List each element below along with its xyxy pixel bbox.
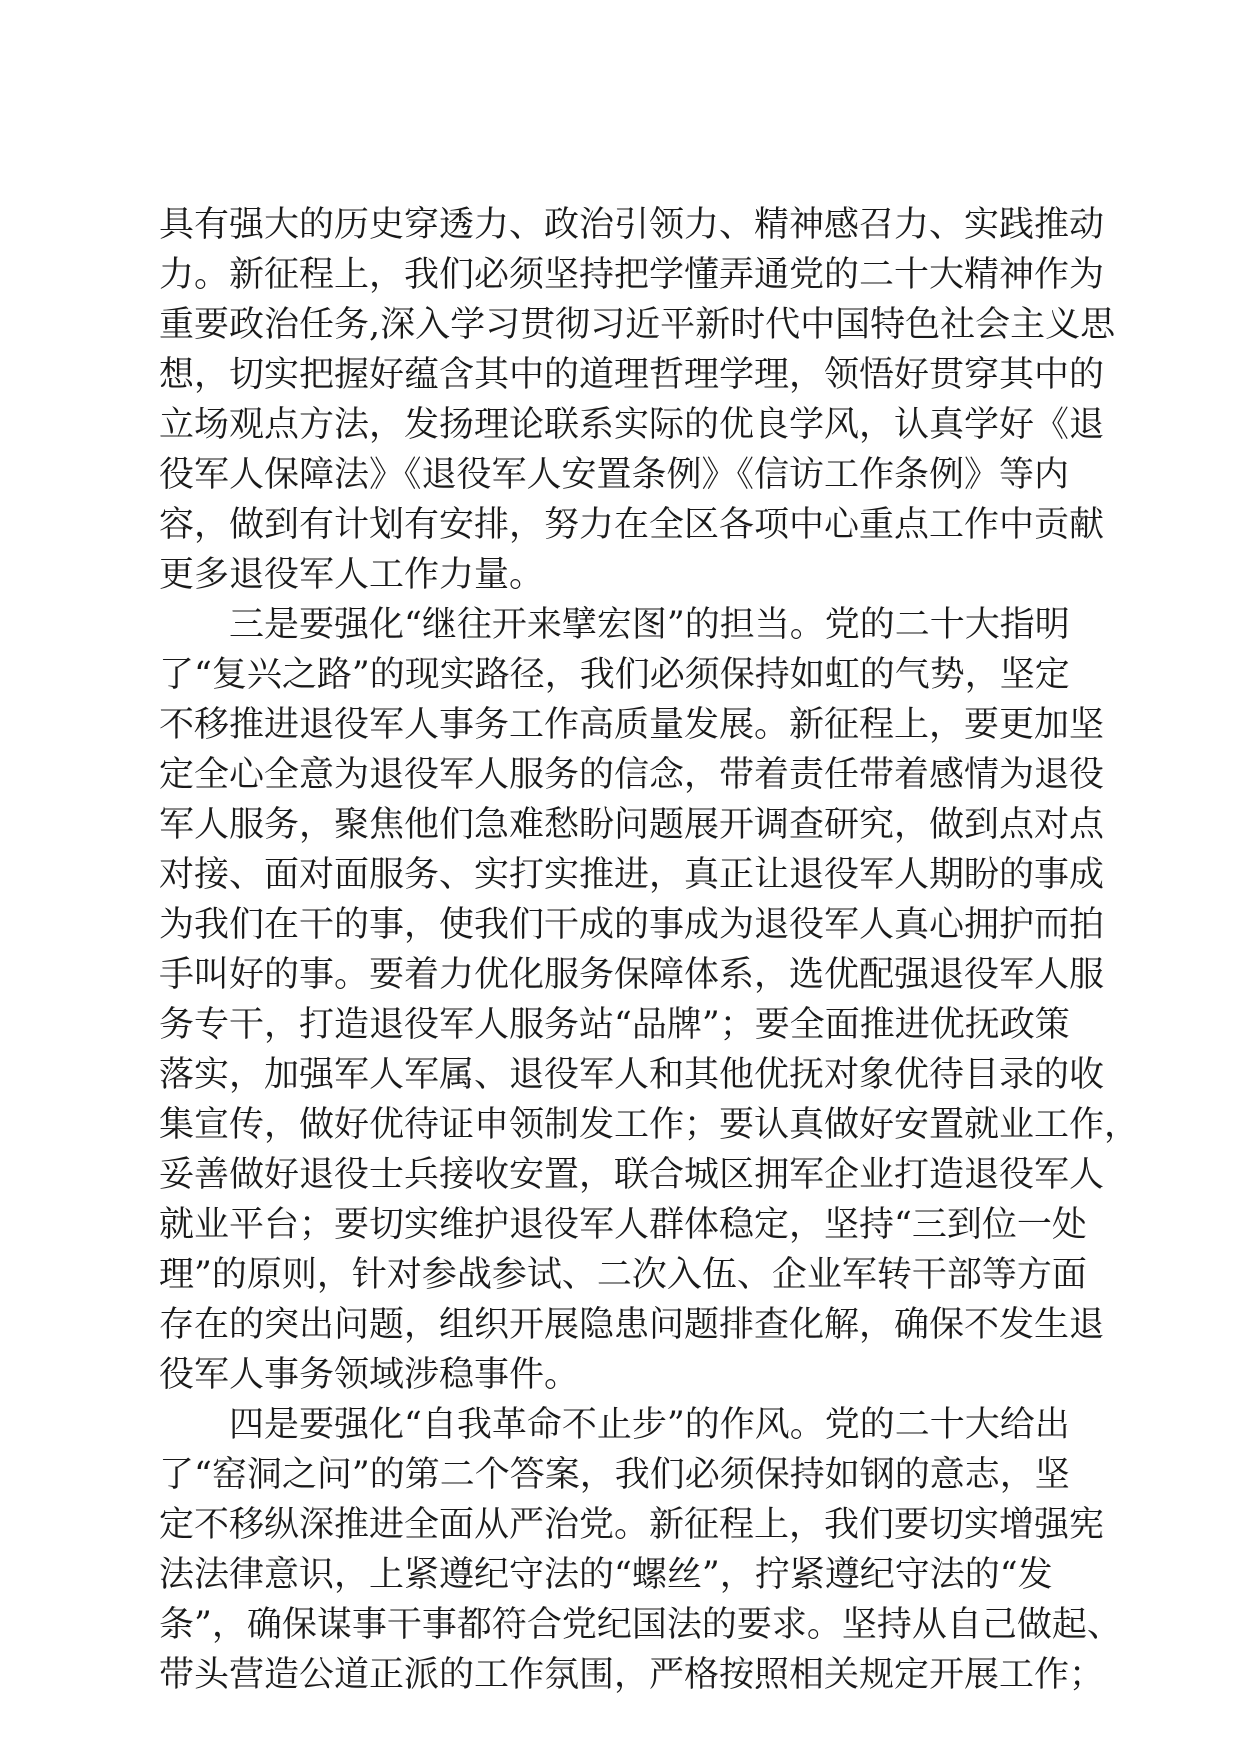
text-line: 不移推进退役军人事务工作高质量发展。新征程上，要更加坚 (159, 705, 1105, 745)
text-line: 对接、面对面服务、实打实推进，真正让退役军人期盼的事成 (159, 855, 1105, 895)
text-line: 军人服务，聚焦他们急难愁盼问题展开调查研究，做到点对点 (159, 805, 1105, 845)
text-line: 役军人事务领域涉稳事件。 (159, 1355, 580, 1395)
text-line: 带头营造公道正派的工作氛围，严格按照相关规定开展工作； (159, 1655, 1105, 1695)
text-line: 手叫好的事。要着力优化服务保障体系，选优配强退役军人服 (159, 955, 1105, 995)
text-line: 定不移纵深推进全面从严治党。新征程上，我们要切实增强宪 (159, 1505, 1105, 1545)
text-line: 妥善做好退役士兵接收安置，联合城区拥军企业打造退役军人 (159, 1155, 1105, 1195)
text-line: 集宣传，做好优待证申领制发工作；要认真做好安置就业工作， (159, 1105, 1140, 1145)
text-line: 了“窑洞之问”的第二个答案，我们必须保持如钢的意志，坚 (159, 1455, 1070, 1495)
text-line: 理”的原则，针对参战参试、二次入伍、企业军转干部等方面 (159, 1255, 1087, 1295)
text-line: 力。新征程上，我们必须坚持把学懂弄通党的二十大精神作为 (159, 255, 1105, 295)
text-line: 定全心全意为退役军人服务的信念，带着责任带着感情为退役 (159, 755, 1105, 795)
text-line: 落实，加强军人军属、退役军人和其他优抚对象优待目录的收 (159, 1055, 1105, 1095)
text-line: 三是要强化“继往开来擘宏图”的担当。党的二十大指明 (159, 605, 1070, 645)
text-line: 存在的突出问题，组织开展隐患问题排查化解，确保不发生退 (159, 1305, 1105, 1345)
text-line: 四是要强化“自我革命不止步”的作风。党的二十大给出 (159, 1405, 1070, 1445)
paragraph-1 (159, 200, 1116, 600)
text-line: 容，做到有计划有安排，努力在全区各项中心重点工作中贡献 (159, 505, 1105, 545)
body-text (159, 200, 1140, 1700)
text-line: 更多退役军人工作力量。 (159, 555, 545, 595)
text-line: 法法律意识，上紧遵纪守法的“螺丝”，拧紧遵纪守法的“发 (159, 1555, 1053, 1595)
text-line: 就业平台；要切实维护退役军人群体稳定，坚持“三到位一处 (159, 1205, 1087, 1245)
paragraph-3 (159, 1400, 1122, 1700)
text-line: 立场观点方法，发扬理论联系实际的优良学风，认真学好《退 (159, 405, 1105, 445)
text-line: 为我们在干的事，使我们干成的事成为退役军人真心拥护而拍 (159, 905, 1105, 945)
text-line: 重要政治任务,深入学习贯彻习近平新时代中国特色社会主义思 (159, 305, 1116, 345)
text-line: 务专干，打造退役军人服务站“品牌”；要全面推进优抚政策 (159, 1005, 1070, 1045)
text-line: 具有强大的历史穿透力、政治引领力、精神感召力、实践推动 (159, 205, 1105, 245)
text-line: 役军人保障法》《退役军人安置条例》《信访工作条例》等内 (159, 455, 1070, 495)
text-line: 条”，确保谋事干事都符合党纪国法的要求。坚持从自己做起、 (159, 1605, 1122, 1645)
paragraph-2 (159, 600, 1140, 1400)
text-line: 想，切实把握好蕴含其中的道理哲理学理，领悟好贯穿其中的 (159, 355, 1105, 395)
text-line: 了“复兴之路”的现实路径，我们必须保持如虹的气势，坚定 (159, 655, 1070, 695)
